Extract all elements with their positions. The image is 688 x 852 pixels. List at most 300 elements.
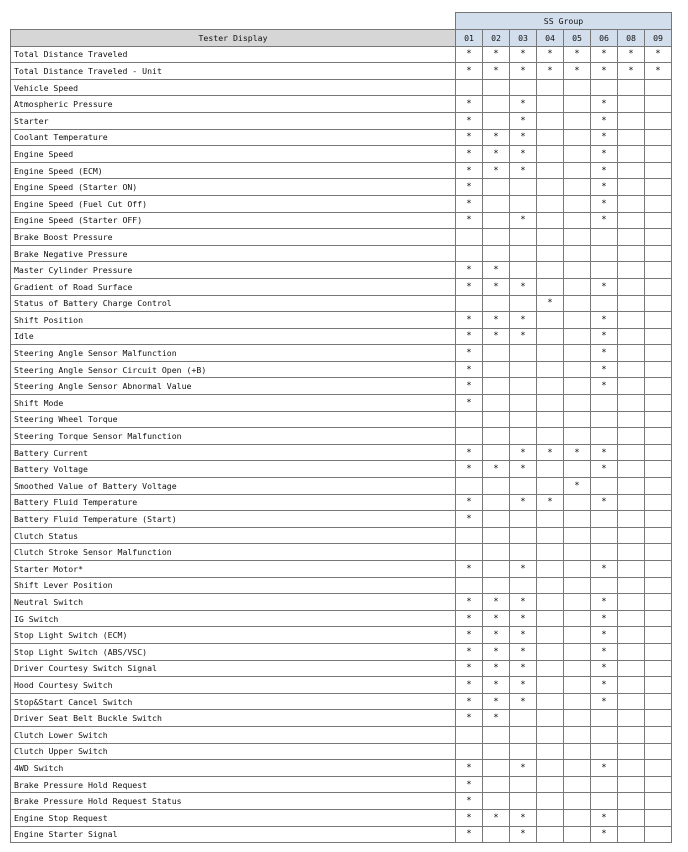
mark-cell-02: * [483,162,510,179]
mark-cell-05 [564,693,591,710]
mark-cell-09 [645,726,672,743]
mark-cell-08 [618,328,645,345]
mark-cell-04: * [537,63,564,80]
mark-cell-01: * [456,46,483,63]
mark-cell-02: * [483,809,510,826]
mark-cell-08 [618,610,645,627]
mark-cell-05: * [564,63,591,80]
mark-cell-02: * [483,627,510,644]
mark-cell-03 [510,395,537,412]
mark-cell-02 [483,195,510,212]
table-row [11,411,672,428]
mark-cell-04 [537,345,564,362]
mark-cell-01: * [456,312,483,329]
mark-cell-04 [537,643,564,660]
mark-cell-04 [537,627,564,644]
mark-cell-02 [483,826,510,843]
mark-cell-03 [510,577,537,594]
mark-cell-06 [591,710,618,727]
row-label: Steering Wheel Torque [11,411,456,428]
mark-cell-04 [537,561,564,578]
table-row [11,776,672,793]
row-label: Brake Pressure Hold Request [11,776,456,793]
row-label: Neutral Switch [11,594,456,611]
mark-cell-06: * [591,677,618,694]
table-row [11,610,672,627]
mark-cell-04 [537,96,564,113]
mark-cell-02 [483,760,510,777]
mark-cell-09 [645,79,672,96]
mark-cell-08 [618,444,645,461]
mark-cell-02 [483,79,510,96]
table-row [11,643,672,660]
mark-cell-01: * [456,378,483,395]
mark-cell-06: * [591,378,618,395]
mark-cell-01: * [456,162,483,179]
mark-cell-03: * [510,146,537,163]
mark-cell-05 [564,361,591,378]
mark-cell-08 [618,262,645,279]
mark-cell-01: * [456,395,483,412]
mark-cell-05 [564,643,591,660]
table-row [11,295,672,312]
mark-cell-06 [591,262,618,279]
mark-cell-03: * [510,444,537,461]
mark-cell-03: * [510,760,537,777]
mark-cell-08 [618,229,645,246]
column-header-row [11,30,672,47]
mark-cell-05 [564,793,591,810]
mark-cell-04 [537,461,564,478]
row-label: Battery Fluid Temperature (Start) [11,511,456,528]
mark-cell-04 [537,760,564,777]
mark-cell-03 [510,245,537,262]
mark-cell-06 [591,245,618,262]
table-row [11,361,672,378]
mark-cell-09 [645,544,672,561]
mark-cell-01: * [456,361,483,378]
mark-cell-05 [564,577,591,594]
mark-cell-03 [510,262,537,279]
mark-cell-01: * [456,179,483,196]
table-row [11,212,672,229]
mark-cell-08 [618,677,645,694]
mark-cell-06: * [591,112,618,129]
mark-cell-02 [483,527,510,544]
mark-cell-06 [591,726,618,743]
mark-cell-05 [564,96,591,113]
mark-cell-02: * [483,677,510,694]
mark-cell-01 [456,577,483,594]
mark-cell-05 [564,278,591,295]
mark-cell-05 [564,112,591,129]
table-row [11,527,672,544]
mark-cell-03 [510,411,537,428]
mark-cell-01: * [456,146,483,163]
mark-cell-03: * [510,212,537,229]
mark-cell-06: * [591,660,618,677]
table-row [11,577,672,594]
mark-cell-09 [645,826,672,843]
mark-cell-08 [618,395,645,412]
mark-cell-05 [564,527,591,544]
table-row [11,312,672,329]
mark-cell-06: * [591,809,618,826]
row-label: Total Distance Traveled [11,46,456,63]
table-row [11,262,672,279]
mark-cell-09 [645,411,672,428]
mark-cell-06: * [591,760,618,777]
mark-cell-02: * [483,129,510,146]
mark-cell-04 [537,743,564,760]
mark-cell-06: * [591,146,618,163]
mark-cell-05 [564,760,591,777]
mark-cell-02 [483,494,510,511]
mark-cell-04 [537,809,564,826]
row-label: Idle [11,328,456,345]
mark-cell-06: * [591,179,618,196]
mark-cell-03 [510,79,537,96]
mark-cell-02 [483,245,510,262]
mark-cell-09 [645,361,672,378]
mark-cell-01: * [456,96,483,113]
mark-cell-09 [645,677,672,694]
mark-cell-01 [456,411,483,428]
table-row [11,378,672,395]
mark-cell-03 [510,710,537,727]
mark-cell-01: * [456,262,483,279]
mark-cell-03: * [510,63,537,80]
mark-cell-01: * [456,776,483,793]
mark-cell-04 [537,610,564,627]
mark-cell-02 [483,428,510,445]
mark-cell-03: * [510,693,537,710]
table-row [11,195,672,212]
row-label: 4WD Switch [11,760,456,777]
mark-cell-01: * [456,760,483,777]
mark-cell-03 [510,195,537,212]
mark-cell-09 [645,660,672,677]
mark-cell-08 [618,112,645,129]
mark-cell-09 [645,527,672,544]
mark-cell-03 [510,361,537,378]
mark-cell-03: * [510,660,537,677]
mark-cell-02 [483,561,510,578]
mark-cell-09 [645,594,672,611]
mark-cell-05 [564,494,591,511]
mark-cell-03: * [510,494,537,511]
mark-cell-06 [591,428,618,445]
row-label: Starter [11,112,456,129]
mark-cell-02 [483,179,510,196]
mark-cell-08 [618,627,645,644]
mark-cell-01 [456,478,483,495]
mark-cell-09 [645,146,672,163]
mark-cell-08: * [618,46,645,63]
row-label: Atmospheric Pressure [11,96,456,113]
mark-cell-02: * [483,312,510,329]
mark-cell-02 [483,444,510,461]
mark-cell-06: * [591,312,618,329]
mark-cell-05 [564,79,591,96]
mark-cell-09 [645,760,672,777]
mark-cell-08 [618,478,645,495]
mark-cell-05 [564,561,591,578]
mark-cell-08 [618,527,645,544]
mark-cell-04 [537,195,564,212]
mark-cell-05 [564,295,591,312]
row-label: Shift Mode [11,395,456,412]
mark-cell-03: * [510,312,537,329]
mark-cell-05 [564,262,591,279]
mark-cell-01: * [456,212,483,229]
mark-cell-08 [618,511,645,528]
mark-cell-03: * [510,627,537,644]
mark-cell-09 [645,693,672,710]
mark-cell-01 [456,527,483,544]
mark-cell-04 [537,395,564,412]
row-label: Starter Motor* [11,561,456,578]
table-row [11,395,672,412]
mark-cell-06: * [591,610,618,627]
mark-cell-02: * [483,610,510,627]
table-body [11,46,672,843]
table-row [11,760,672,777]
mark-cell-04 [537,660,564,677]
mark-cell-04 [537,262,564,279]
table-row [11,511,672,528]
mark-cell-05 [564,162,591,179]
row-label: Gradient of Road Surface [11,278,456,295]
row-label: Smoothed Value of Battery Voltage [11,478,456,495]
mark-cell-01: * [456,627,483,644]
mark-cell-09 [645,179,672,196]
mark-cell-02: * [483,643,510,660]
mark-cell-09 [645,627,672,644]
mark-cell-05 [564,826,591,843]
mark-cell-03 [510,378,537,395]
table-row [11,710,672,727]
mark-cell-09 [645,428,672,445]
row-label: Coolant Temperature [11,129,456,146]
mark-cell-02: * [483,146,510,163]
mark-cell-03 [510,295,537,312]
table-row [11,162,672,179]
row-label: Brake Negative Pressure [11,245,456,262]
mark-cell-08 [618,726,645,743]
mark-cell-05 [564,544,591,561]
mark-cell-02 [483,212,510,229]
mark-cell-02 [483,793,510,810]
mark-cell-05 [564,212,591,229]
mark-cell-08 [618,361,645,378]
mark-cell-01: * [456,677,483,694]
mark-cell-01 [456,726,483,743]
mark-cell-04 [537,428,564,445]
mark-cell-05 [564,660,591,677]
column-header-05: 05 [564,30,591,47]
mark-cell-05 [564,328,591,345]
mark-cell-05 [564,677,591,694]
mark-cell-02 [483,229,510,246]
mark-cell-06: * [591,693,618,710]
table-row [11,660,672,677]
mark-cell-03: * [510,96,537,113]
mark-cell-06 [591,793,618,810]
mark-cell-03 [510,726,537,743]
mark-cell-06: * [591,594,618,611]
column-header-03: 03 [510,30,537,47]
mark-cell-01: * [456,494,483,511]
row-label: Steering Angle Sensor Malfunction [11,345,456,362]
mark-cell-08 [618,345,645,362]
mark-cell-03: * [510,610,537,627]
mark-cell-09 [645,112,672,129]
mark-cell-02 [483,411,510,428]
mark-cell-06: * [591,345,618,362]
mark-cell-01: * [456,511,483,528]
mark-cell-03: * [510,46,537,63]
table-row [11,179,672,196]
mark-cell-06: * [591,162,618,179]
row-label: Clutch Stroke Sensor Malfunction [11,544,456,561]
mark-cell-02 [483,726,510,743]
mark-cell-02 [483,345,510,362]
mark-cell-01: * [456,278,483,295]
mark-cell-09 [645,444,672,461]
row-label: Engine Speed (Starter OFF) [11,212,456,229]
mark-cell-01 [456,245,483,262]
mark-cell-02: * [483,594,510,611]
table-row [11,444,672,461]
mark-cell-06 [591,395,618,412]
mark-cell-09 [645,809,672,826]
mark-cell-01: * [456,328,483,345]
table-row [11,129,672,146]
table-row [11,743,672,760]
mark-cell-02 [483,577,510,594]
mark-cell-02: * [483,63,510,80]
mark-cell-01 [456,428,483,445]
row-label: Battery Voltage [11,461,456,478]
group-header-row [11,13,672,30]
mark-cell-08 [618,594,645,611]
table-row [11,112,672,129]
mark-cell-04 [537,112,564,129]
mark-cell-05 [564,511,591,528]
mark-cell-06 [591,577,618,594]
mark-cell-01: * [456,610,483,627]
mark-cell-01 [456,295,483,312]
mark-cell-03: * [510,594,537,611]
mark-cell-08 [618,660,645,677]
mark-cell-09 [645,776,672,793]
mark-cell-06: * [591,461,618,478]
table-row [11,693,672,710]
mark-cell-04 [537,278,564,295]
mark-cell-03 [510,345,537,362]
mark-cell-06 [591,511,618,528]
mark-cell-08 [618,561,645,578]
mark-cell-04 [537,162,564,179]
mark-cell-05 [564,312,591,329]
mark-cell-05 [564,378,591,395]
mark-cell-08 [618,146,645,163]
mark-cell-03: * [510,112,537,129]
row-label: Clutch Status [11,527,456,544]
column-header-02: 02 [483,30,510,47]
mark-cell-03: * [510,561,537,578]
mark-cell-09 [645,561,672,578]
mark-cell-06 [591,295,618,312]
mark-cell-04 [537,229,564,246]
mark-cell-06 [591,411,618,428]
table-row [11,494,672,511]
row-label: Driver Courtesy Switch Signal [11,660,456,677]
mark-cell-05: * [564,46,591,63]
mark-cell-06: * [591,278,618,295]
mark-cell-05 [564,395,591,412]
header-spacer [11,13,456,30]
mark-cell-03 [510,179,537,196]
mark-cell-03 [510,229,537,246]
mark-cell-05 [564,726,591,743]
mark-cell-03 [510,776,537,793]
mark-cell-08 [618,826,645,843]
mark-cell-03: * [510,461,537,478]
mark-cell-01: * [456,129,483,146]
mark-cell-06 [591,478,618,495]
mark-cell-03 [510,478,537,495]
row-label: Engine Speed (Fuel Cut Off) [11,195,456,212]
mark-cell-09 [645,312,672,329]
mark-cell-08 [618,129,645,146]
mark-cell-06: * [591,643,618,660]
mark-cell-09 [645,245,672,262]
mark-cell-03 [510,793,537,810]
mark-cell-05 [564,129,591,146]
mark-cell-02: * [483,46,510,63]
mark-cell-04 [537,179,564,196]
mark-cell-04 [537,361,564,378]
tester-display-table [10,12,672,843]
mark-cell-02 [483,544,510,561]
mark-cell-02: * [483,710,510,727]
mark-cell-02: * [483,278,510,295]
row-label: Engine Starter Signal [11,826,456,843]
mark-cell-05 [564,245,591,262]
mark-cell-09 [645,395,672,412]
row-label: Battery Current [11,444,456,461]
row-label: Clutch Upper Switch [11,743,456,760]
mark-cell-04 [537,511,564,528]
row-label: Engine Speed (Starter ON) [11,179,456,196]
mark-cell-04 [537,577,564,594]
mark-cell-09 [645,494,672,511]
mark-cell-01: * [456,793,483,810]
row-label: Stop Light Switch (ECM) [11,627,456,644]
mark-cell-08 [618,776,645,793]
mark-cell-06: * [591,444,618,461]
mark-cell-01: * [456,710,483,727]
mark-cell-08 [618,312,645,329]
mark-cell-06: * [591,46,618,63]
mark-cell-05: * [564,444,591,461]
mark-cell-01: * [456,561,483,578]
row-label: Engine Stop Request [11,809,456,826]
mark-cell-05 [564,743,591,760]
mark-cell-05 [564,411,591,428]
